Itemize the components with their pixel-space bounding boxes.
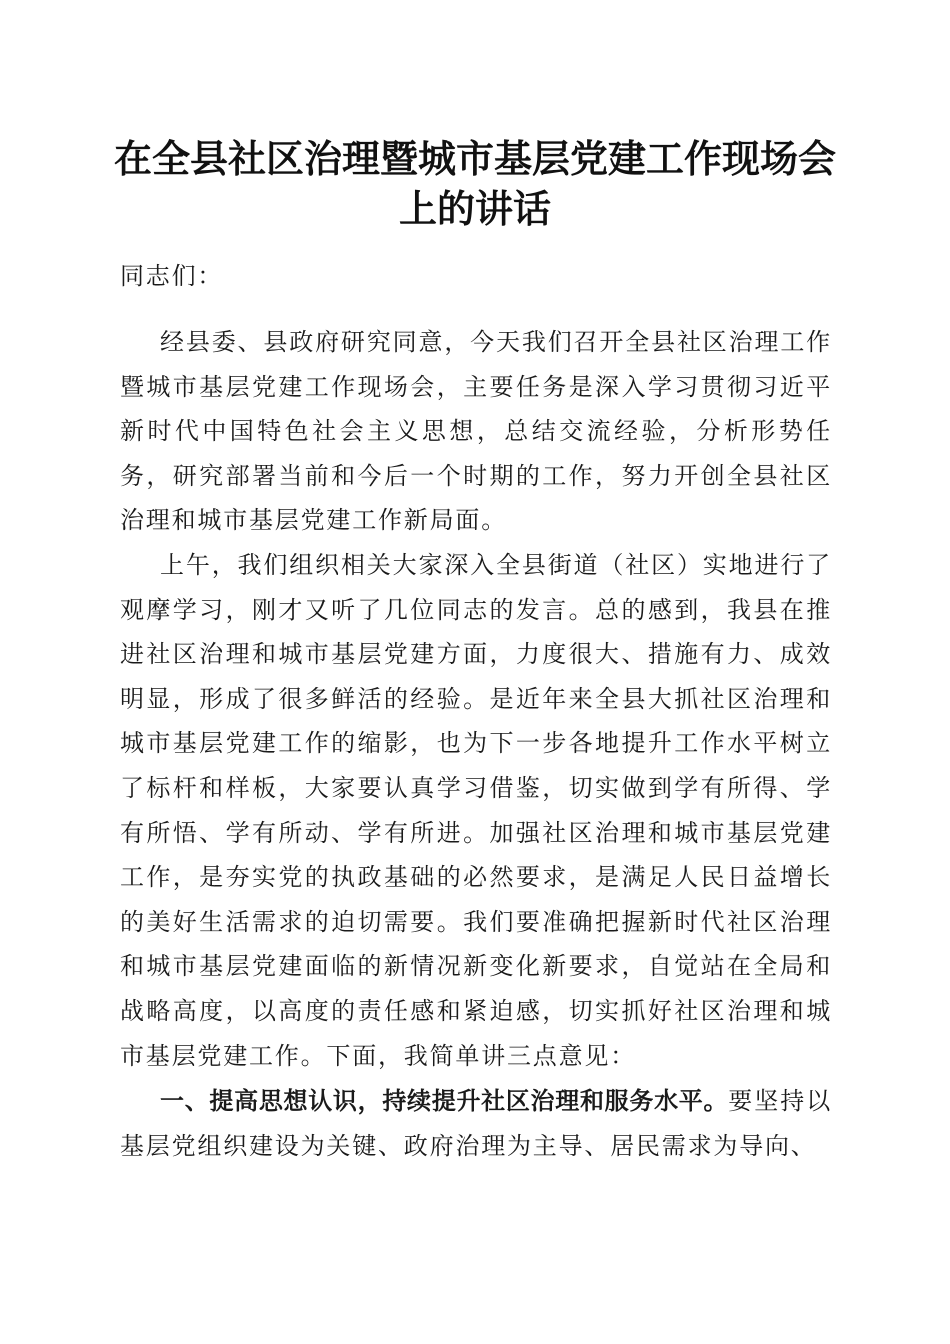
paragraph-point-one [120, 1079, 832, 1168]
paragraph-observation: 上午，我们组织相关大家深入全县街道（社区）实地进行了观摩学习，刚才又听了几位同志的发言。总的感到，我县在推进社区治理和城市基层党建方面，力度很大、措施有力、成效明显，形成了很多鲜活的经验。是近年来全县大抓社区治理和城市基层党建工作的缩影，也为下一步各地提升工作水平树立了标杆和样板，大家要认真学习借鉴，切实做到学有所得、学有所悟、学有所动、学有所进。加强社区治理和城市基层党建工作，是夯实党的执政基础的必然要求，是满足人民日益增长的美好生活需求的迫切需要。我们要准确把握新时代社区治理和城市基层党建面临的新情况新变化新要求，自觉站在全局和战略高度，以高度的责任感和紧迫感，切实抓好社区治理和城市基层党建工作。下面，我简单讲三点意见： [120, 551, 832, 1070]
section-heading-one: 一、提高思想认识，持续提升社区治理和服务水平。 [160, 1087, 729, 1115]
paragraph-point-one-text: 要坚持以基层党组织建设为关键、政府治理为主导、居民需求为导向、 [120, 1087, 832, 1160]
salutation: 同志们： [120, 262, 224, 290]
document-title: 在全县社区治理暨城市基层党建工作现场会上的讲话 [113, 136, 836, 231]
paragraph-opening: 经县委、县政府研究同意，今天我们召开全县社区治理工作暨城市基层党建工作现场会，主要任务是深入学习贯彻习近平新时代中国特色社会主义思想，总结交流经验，分析形势任务，研究部署当前和今后一个时期的工作，努力开创全县社区治理和城市基层党建工作新局面。 [120, 328, 832, 535]
